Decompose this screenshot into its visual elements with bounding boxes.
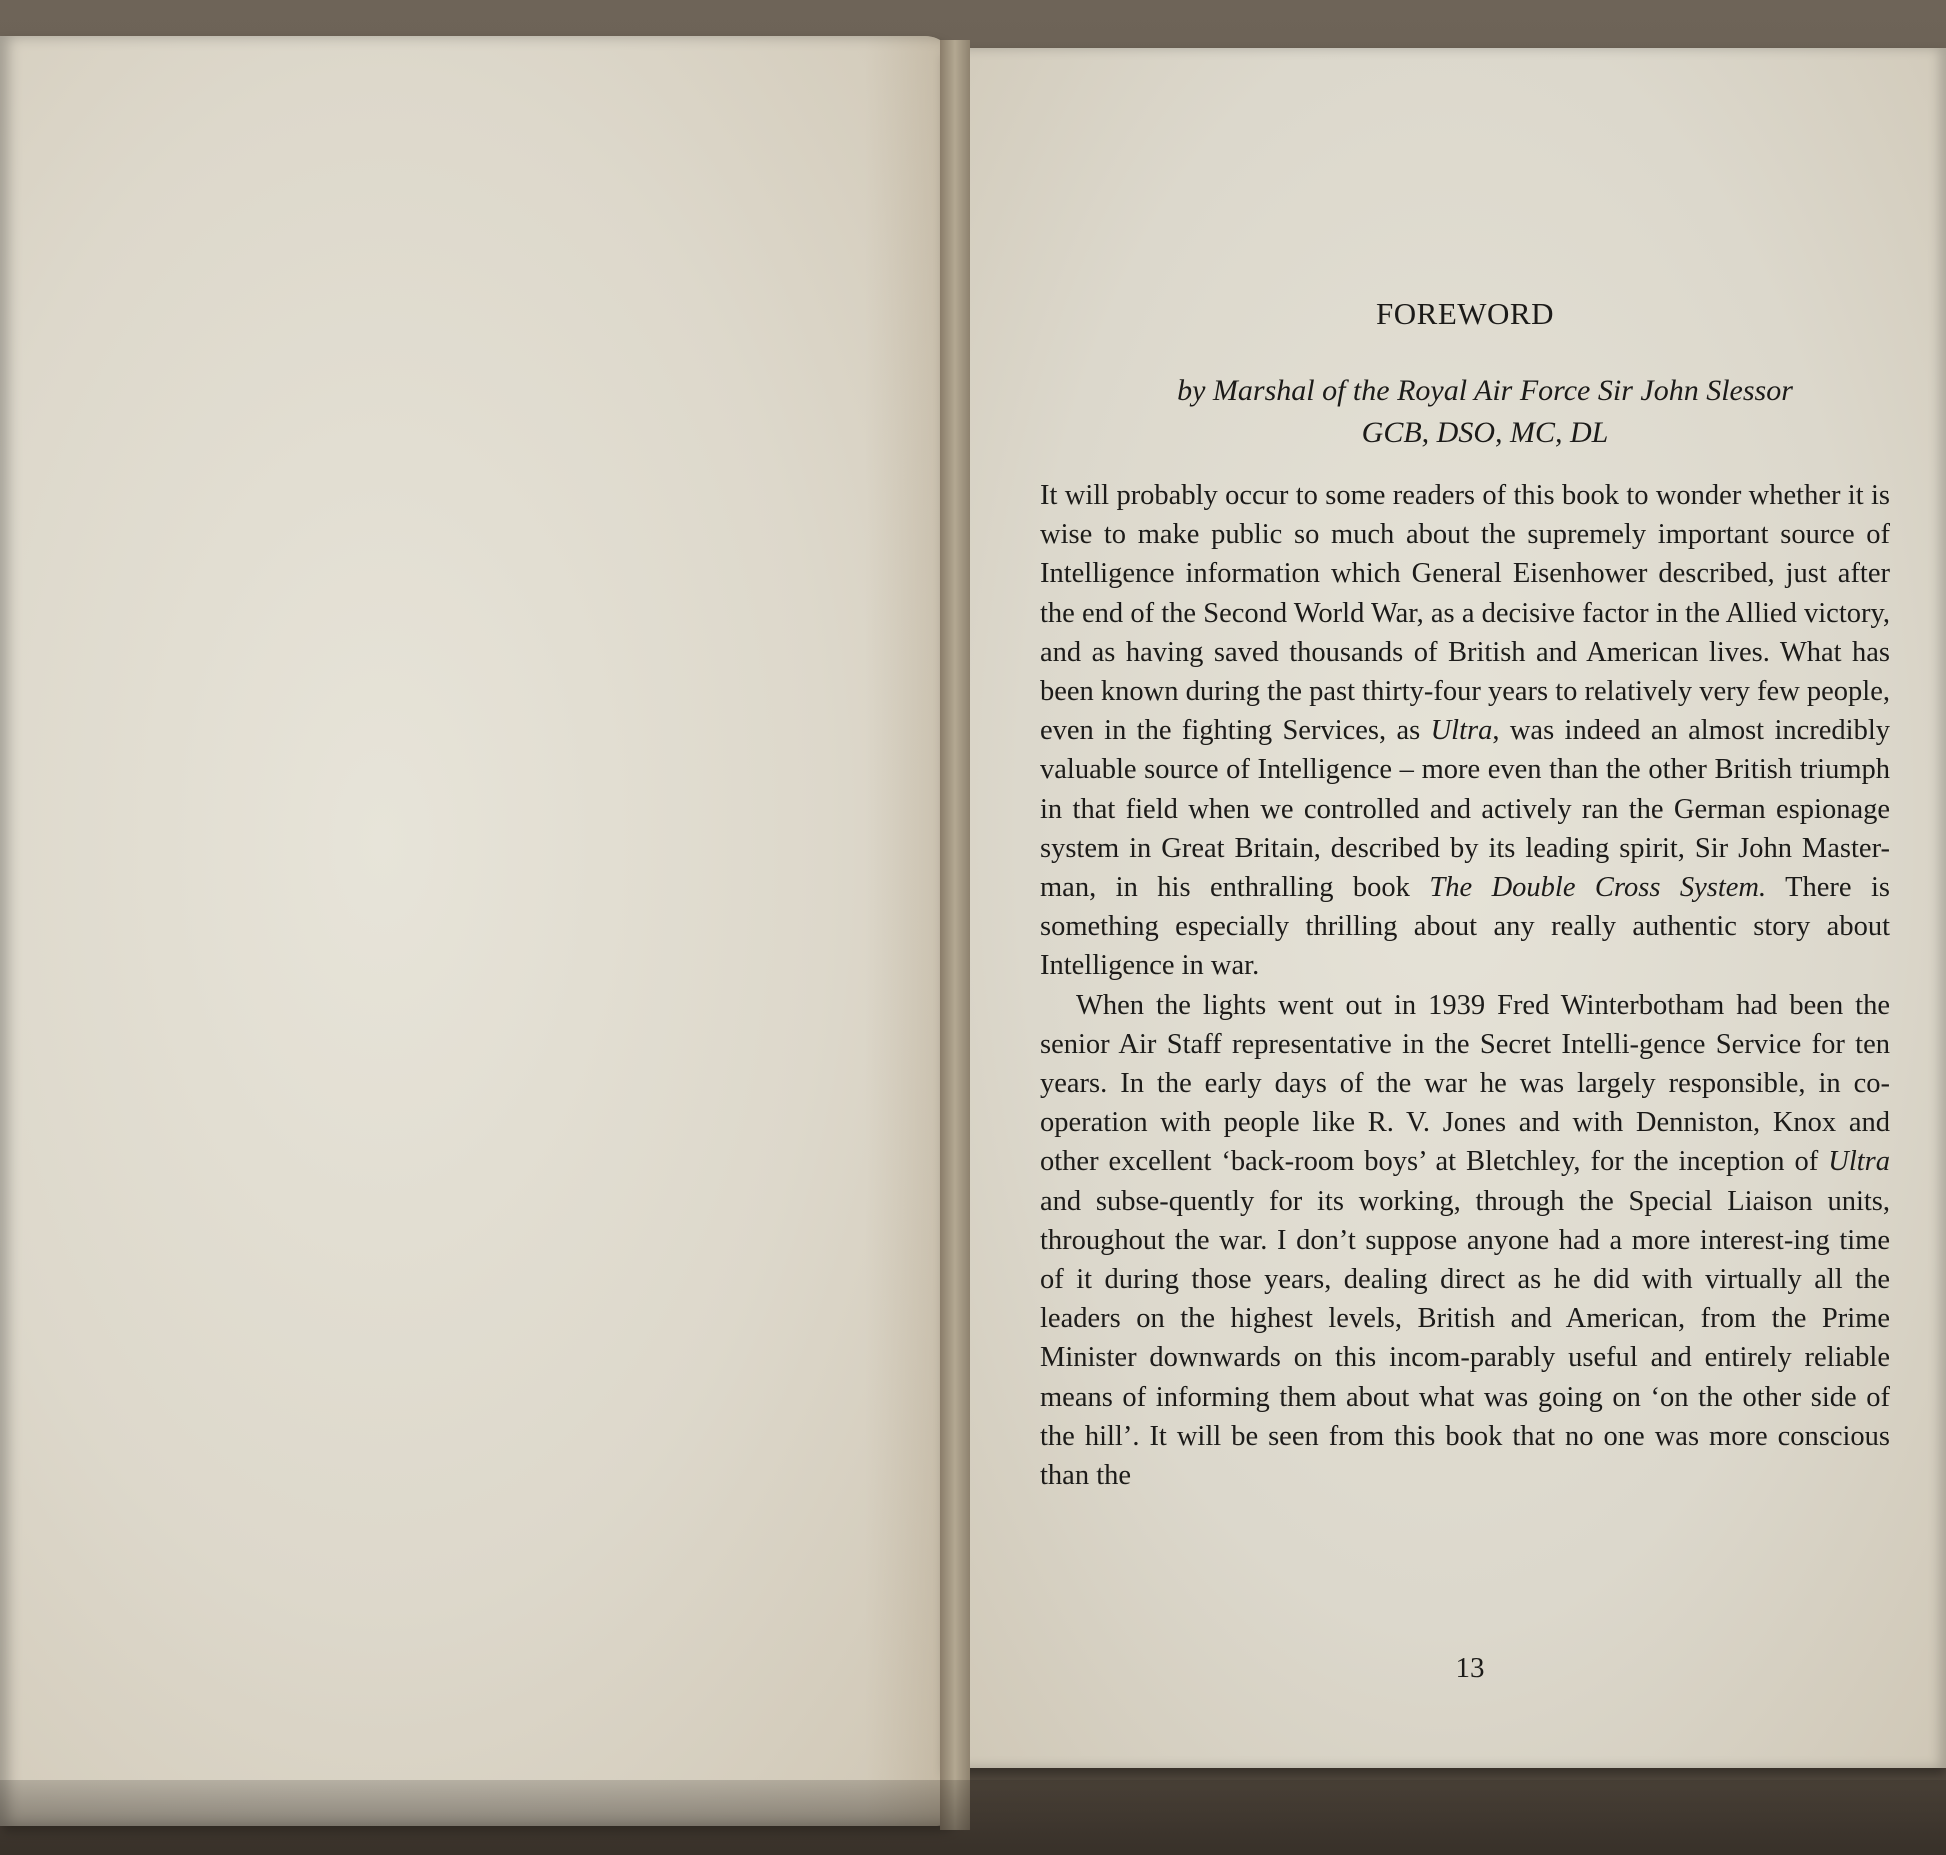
page-title: FOREWORD (1376, 296, 1554, 331)
paragraph-1 (1040, 476, 1890, 986)
paragraph-1-text-a: It will probably occur to some readers of this book to wonder whether it is wise to make public so much about the supremely important source of Intelligence information which General Eisenhower described, just after the end of the Second World War, as a decisive factor in the Allied victory, and as having saved thousands of British and American lives. What has been known during the past thirty-four years to relatively very few people, even in the fighting Services, as (1040, 480, 1890, 747)
paragraph-2 (1040, 986, 1890, 1496)
byline-author: by Marshal of the Royal Air Force Sir John Slessor (1177, 374, 1793, 407)
paragraph-1-text-c: There is something especially thrilling about any really authentic story about Intelligence in war. (1040, 872, 1890, 982)
ultra-italic-2: Ultra (1828, 1146, 1890, 1178)
book-gutter (940, 40, 970, 1830)
paragraph-2-text-b: and subse-quently for its working, through the Special Liaison units, throughout the war. I don’t suppose anyone had a more interest-ing time of it during those years, dealing direct as he did with virtually all the leaders on the highest levels, British and American, from the Prime Minister downwards on this incom-parably useful and entirely reliable means of informing them about what was going on ‘on the other side of the hill’. It will be seen from this book that no one was more conscious than the (1040, 1185, 1890, 1492)
paragraph-2-text-a: When the lights went out in 1939 Fred Winterbotham had been the senior Air Staff representative in the Secret Intelli-gence Service for ten years. In the early days of the war he was largely responsible, in co-operation with people like R. V. Jones and with Denniston, Knox and other excellent ‘back-room boys’ at Bletchley, for the inception of (1040, 989, 1890, 1178)
book-title-italic: The Double Cross System. (1429, 872, 1767, 904)
paragraph-1-text-b: , was indeed an almost incredibly valuable source of Intelligence – more even than the other British triumph in that field when we controlled and actively ran the German espionage system in Great Britain, described by its leading spirit, Sir John Master-man, in his enthralling book (1040, 715, 1890, 904)
left-page-blank (0, 36, 955, 1826)
byline (1080, 370, 1890, 454)
foreword-text-block (1040, 296, 1890, 1495)
page-number: 13 (1455, 1652, 1485, 1684)
ultra-italic: Ultra (1430, 715, 1493, 747)
table-shadow (0, 1780, 1946, 1855)
byline-honours: GCB, DSO, MC, DL (1361, 416, 1609, 449)
